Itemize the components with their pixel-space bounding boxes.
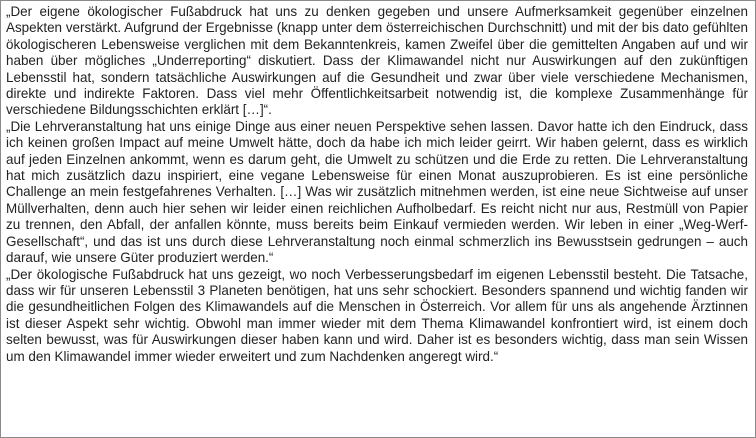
quote-paragraph-1: „Der eigene ökologischer Fußabdruck hat uns zu denken gegeben und unsere Aufmerksamkeit gegenüber einzelnen Aspekten verstärkt. Aufgrund der Ergebnisse (knapp unter dem österreichischen Durchschnitt) und mit der bis dato gefühlten ökologischeren Lebensweise verglichen mit dem Bekanntenkreis, kamen Zweifel über die gemittelten Angaben auf und wir haben über mögliches „Underreporting“ diskutiert. Dass der Klimawandel nicht nur Auswirkungen auf den zukünftigen Lebensstil hat, sondern tatsächliche Auswirkungen auf die Gesundheit und zwar über viele verschiedene Mechanismen, direkte und indirekte Faktoren. Dass viel mehr Öffentlichkeitsarbeit notwendig ist, die komplexe Zusammenhänge für verschiedene Bildungsschichten erklärt […]“. xyxy=(6,4,748,118)
quote-paragraph-2: „Die Lehrveranstaltung hat uns einige Dinge aus einer neuen Perspektive sehen lassen. Davor hatte ich den Eindruck, dass ich keinen großen Impact auf meine Umwelt hätte, doch da habe ich mich leider geirrt. Wir haben gelernt, dass es wirklich auf jeden Einzelnen ankommt, wenn es darum geht, die Umwelt zu schützen und die Erde zu retten. Die Lehrveranstaltung hat mich zusätzlich dazu inspiriert, eine vegane Lebensweise für einen Monat auszuprobieren. Es ist eine persönliche Challenge an mein festgefahrenes Verhalten. […] Was wir zusätzlich mitnehmen werden, ist eine neue Sichtweise auf unser Müllverhalten, denn auch hier sehen wir leider einen reichlichen Aufholbedarf. Es reicht nicht nur aus, Restmüll von Papier zu trennen, den Abfall, der anfallen könnte, muss bereits beim Einkauf vermieden werden. Wir leben in einer „Weg-Werf-Gesellschaft“, und das ist uns durch diese Lehrveranstaltung noch einmal schmerzlich ins Bewusstsein gedrungen – auch darauf, wie unsere Güter produziert werden.“ xyxy=(6,118,748,266)
quote-list xyxy=(6,4,748,365)
quote-paragraph-3: „Der ökologische Fußabdruck hat uns gezeigt, wo noch Verbesserungsbedarf im eigenen Lebensstil besteht. Die Tatsache, dass wir für unseren Lebensstil 3 Planeten benötigen, hat uns sehr schockiert. Besonders spannend und wichtig fanden wir die gesundheitlichen Folgen des Klimawandels auf die Menschen in Österreich. Vor allem für uns als angehende Ärztinnen ist dieser Aspekt sehr wichtig. Obwohl man immer wieder mit dem Thema Klimawandel konfrontiert wird, ist einem doch selten bewusst, was für Auswirkungen dieser haben kann und wird. Daher ist es besonders wichtig, dass man sein Wissen um den Klimawandel immer wieder erweitert und zum Nachdenken angeregt wird.“ xyxy=(6,266,748,364)
